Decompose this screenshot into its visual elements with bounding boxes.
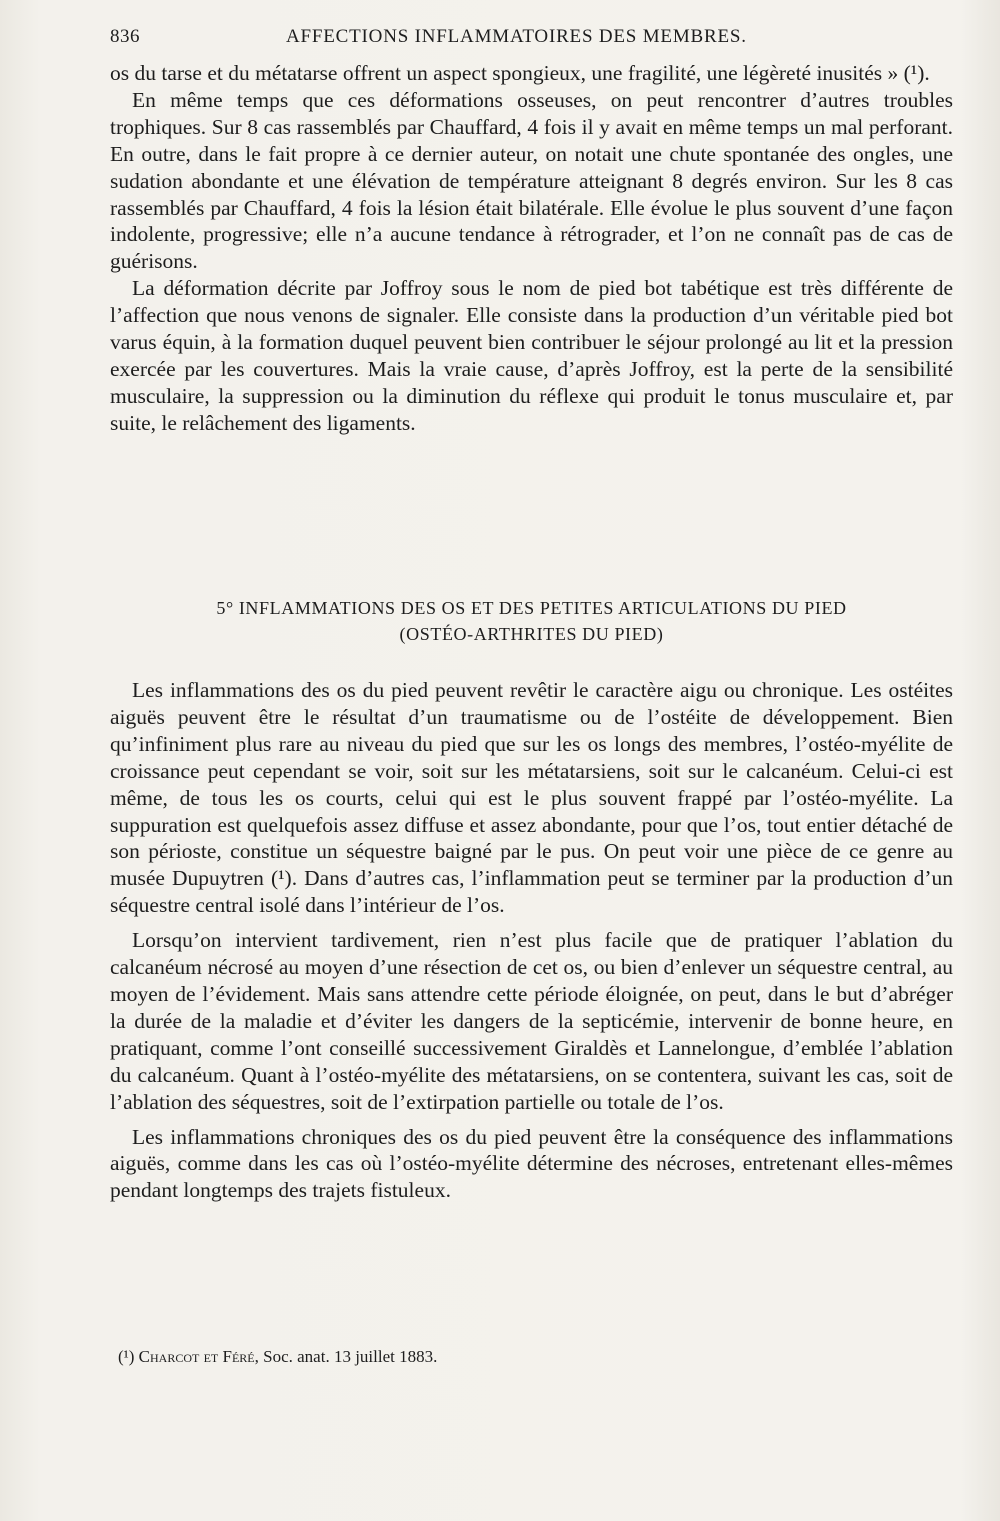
footnote-reference: Soc. anat. 13 juillet 1883. xyxy=(263,1347,438,1366)
footnote xyxy=(118,1345,948,1369)
running-title: AFFECTIONS INFLAMMATOIRES DES MEMBRES. xyxy=(286,26,747,47)
section-heading xyxy=(110,595,953,647)
paragraph: Les inflammations chroniques des os du pied peuvent être la conséquence des inflammations aiguës, comme dans les cas où l’ostéo-myélite détermine des nécroses, entretenant elles-mêmes pendant longtemps des trajets fistuleux. xyxy=(110,1124,953,1203)
paragraph: Les inflammations des os du pied peuvent revêtir le caractère aigu ou chronique. Les ostéites aiguës peuvent être le résultat d’un traumatisme ou de l’ostéite de développement. Bien qu’infiniment plus rare au niveau du pied que sur les os longs des membres, l’ostéo-myélite de croissance peut cependant se voir, soit sur les métatarsiens, soit sur le calcanéum. Celui-ci est même, de tous les os courts, celui qui est le plus souvent frappé par l’ostéo-myélite. La suppuration est quelquefois assez diffuse et assez abondante, pour que l’os, tout entier détaché de son périoste, constitue un séquestre baigné par le pus. On peut voir une pièce de ce genre au musée Dupuytren (¹). Dans d’autres cas, l’inflammation peut se terminer par la production d’un séquestre central isolé dans l’intérieur de l’os. xyxy=(110,678,953,918)
paragraph: En même temps que ces déformations osseuses, on peut rencontrer d’autres troubles trophiques. Sur 8 cas rassemblés par Chauffard, 4 fois il y avait en même temps un mal perforant. En outre, dans le fait propre à ce dernier auteur, on notait une chute spontanée des ongles, une sudation abondante et une élévation de température atteignant 8 degrés environ. Sur les 8 cas rassemblés par Chauffard, 4 fois la lésion était bilatérale. Elle évolue le plus souvent d’une façon indolente, progressive; elle n’a aucune tendance à rétrograder, et l’on ne connaît pas de cas de guérisons. xyxy=(110,87,953,274)
paragraph: La déformation décrite par Joffroy sous le nom de pied bot tabétique est très différente de l’affection que nous venons de signaler. Elle consiste dans la production d’un véritable pied bot varus équin, à la formation duquel peuvent bien contribuer le séjour prolongé au lit et la pression exercée par les couvertures. Mais la vraie cause, d’après Joffroy, est la perte de la sensibilité musculaire, la suppression ou la diminution du réflexe qui produit le tonus musculaire et, par suite, le relâchement des ligaments. xyxy=(110,276,953,435)
footnote-marker: (¹) xyxy=(118,1347,135,1366)
section-subheading-line: (OSTÉO-ARTHRITES DU PIED) xyxy=(399,624,664,644)
footnote-authors: Charcot et Féré, xyxy=(138,1347,259,1366)
body-text-upper xyxy=(110,60,953,437)
page-header xyxy=(110,26,950,56)
page-number: 836 xyxy=(110,26,140,47)
section-heading-line: 5° INFLAMMATIONS DES OS ET DES PETITES ARTICULATIONS DU PIED xyxy=(216,598,847,618)
paragraph: Lorsqu’on intervient tardivement, rien n’est plus facile que de pratiquer l’ablation du calcanéum nécrosé au moyen d’une résection de cet os, ou bien d’enlever un séquestre central, au moyen de l’évidement. Mais sans attendre cette période éloignée, on peut, dans le but d’abréger la durée de la maladie et d’éviter les dangers de la septicémie, intervenir de bonne heure, en pratiquant, comme l’ont conseillé successivement Giraldès et Lannelongue, d’emblée l’ablation du calcanéum. Quant à l’ostéo-myélite des métatarsiens, on se contentera, suivant les cas, soit de l’ablation des séquestres, soit de l’extirpation partielle ou totale de l’os. xyxy=(110,928,953,1114)
body-text-lower xyxy=(110,677,953,1212)
paragraph: os du tarse et du métatarse offrent un aspect spongieux, une fragilité, une légèreté inusités » (¹). xyxy=(110,61,930,85)
